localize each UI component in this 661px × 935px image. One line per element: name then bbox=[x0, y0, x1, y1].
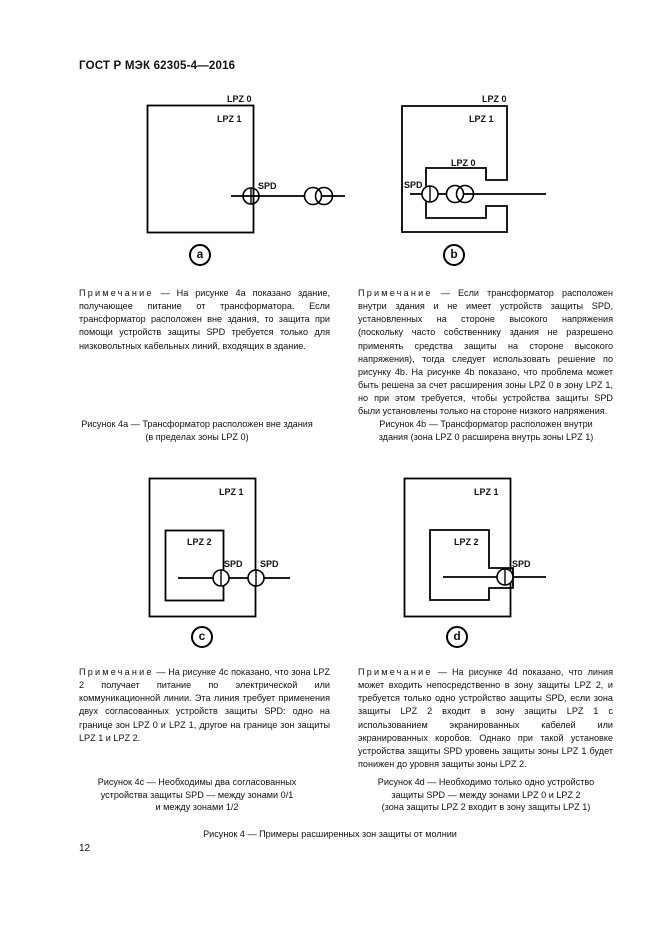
caption-line: устройства защиты SPD — между зонами 0/1 bbox=[100, 789, 294, 800]
caption-line: (в пределах зоны LPZ 0) bbox=[145, 431, 249, 442]
figure-letter-d: d bbox=[446, 626, 468, 648]
document-header: ГОСТ Р МЭК 62305-4—2016 bbox=[79, 60, 236, 72]
note-body: — На рисунке 4a показано здание, получающее питание от трансформатора. Если трансформатор расположен вне здания, то защита при помощи устройств защиты SPD требуется только для низковольтных кабельных линий, входящих в здание. bbox=[79, 288, 330, 351]
note-prefix: Примечание bbox=[358, 288, 433, 298]
figure-letter-c: c bbox=[191, 626, 213, 648]
label-lpz2: LPZ 2 bbox=[187, 537, 212, 547]
label-lpz1: LPZ 1 bbox=[474, 487, 499, 497]
label-spd: SPD bbox=[512, 559, 531, 569]
caption-4d bbox=[346, 776, 626, 814]
page-number: 12 bbox=[79, 843, 91, 854]
caption-line: и между зонами 1/2 bbox=[155, 802, 239, 812]
caption-line: Рисунок 4c — Необходимы два согласованных bbox=[97, 777, 297, 787]
label-spd: SPD bbox=[404, 180, 423, 190]
figure-letter-b: b bbox=[443, 244, 465, 266]
note-body: — На рисунке 4d показано, что линия может входить непосредственно в зону защиты LPZ 2, и требуется только одно устройство защиты SPD, если зона защиты LPZ 2 входит в зону защиты LPZ 1 с использованием экранированных кабелей или экранированных коробов. Однако при такой установке устройства защиты SPD уровень защиты зоны LPZ 1 будет понижен до уровня защиты зоны LPZ 2. bbox=[358, 667, 613, 770]
label-lpz0: LPZ 0 bbox=[482, 94, 507, 104]
caption-line: (зона защиты LPZ 2 входит в зону защиты LPZ 1) bbox=[381, 802, 591, 812]
note-body: — Если трансформатор расположен внутри здания и не имеет устройств защиты SPD, установленных на стороне высокого напряжения (поскольку часто собственнику здания не разрешено применять средства защиты на стороне высокого напряжения), тогда следует использовать решение по рисунку 4b. На рисунке 4b показано, что проблема может быть решена за счет расширения зоны LPZ 0 в зону LPZ 1, но при этом требуется, чтобы устройства защиты SPD были установлены только на стороне низкого напряжения. bbox=[358, 288, 613, 417]
caption-line: защиты SPD — между зонами LPZ 0 и LPZ 2 bbox=[391, 789, 581, 800]
note-4d bbox=[358, 666, 613, 771]
label-lpz1: LPZ 1 bbox=[469, 114, 494, 124]
note-body: — На рисунке 4c показано, что зона LPZ 2 получает питание по электрической или коммуникационной линии. Эта линия требует применения двух согласованных устройств защиты SPD: одно на границе зон LPZ 0 и LPZ 1, другое на границе зон защиты LPZ 1 и LPZ 2. bbox=[79, 667, 330, 743]
caption-line: Рисунок 4b — Трансформатор расположен внутри bbox=[379, 419, 593, 429]
caption-line: здания (зона LPZ 0 расширена внутрь зоны LPZ 1) bbox=[378, 431, 594, 442]
note-prefix: Примечание bbox=[358, 667, 433, 677]
label-lpz1: LPZ 1 bbox=[219, 487, 244, 497]
label-lpz1: LPZ 1 bbox=[217, 114, 242, 124]
label-spd: SPD bbox=[258, 181, 277, 191]
main-figure-caption: Рисунок 4 — Примеры расширенных зон защиты от молнии bbox=[203, 829, 457, 839]
figure-letter-a: a bbox=[189, 244, 211, 266]
label-lpz2: LPZ 2 bbox=[454, 537, 479, 547]
caption-line: Рисунок 4d — Необходимо только одно устройство bbox=[377, 777, 595, 787]
label-spd-outer: SPD bbox=[260, 559, 279, 569]
label-spd-inner: SPD bbox=[224, 559, 243, 569]
caption-line: Рисунок 4a — Трансформатор расположен вне здания bbox=[81, 419, 313, 429]
label-lpz0: LPZ 0 bbox=[227, 94, 252, 104]
label-lpz0-nested: LPZ 0 bbox=[451, 158, 476, 168]
note-prefix: Примечание bbox=[79, 667, 154, 677]
zone-lpz1-boundary bbox=[405, 479, 511, 617]
note-prefix: Примечание bbox=[79, 288, 154, 298]
